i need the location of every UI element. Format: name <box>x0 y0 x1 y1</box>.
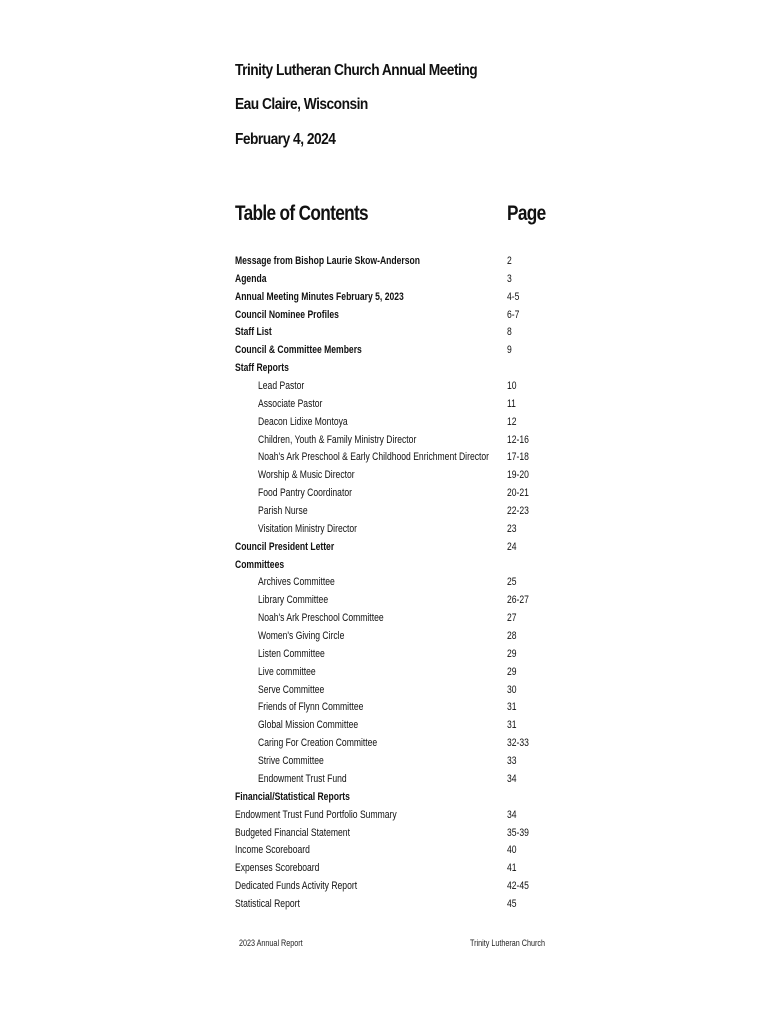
toc-entry <box>0 771 770 789</box>
toc-entry <box>0 664 770 682</box>
toc-entry-page: 27 <box>507 612 517 625</box>
toc-entry-page: 6-7 <box>507 308 520 321</box>
toc-entry-page: 41 <box>507 862 517 875</box>
toc-entry <box>0 503 770 521</box>
toc-entry-label: Committees <box>235 558 285 571</box>
meeting-title: Trinity Lutheran Church Annual Meeting <box>235 62 478 79</box>
toc-entry <box>0 324 770 342</box>
toc-entry-page: 8 <box>507 326 512 339</box>
footer-left: 2023 Annual Report <box>239 938 303 948</box>
toc-entry-label: Expenses Scoreboard <box>235 862 320 875</box>
toc-entry-page: 24 <box>507 540 517 553</box>
toc-entry <box>0 449 770 467</box>
toc-entry-page: 3 <box>507 272 512 285</box>
toc-entry-label: Women's Giving Circle <box>258 630 345 643</box>
toc-entry-label: Lead Pastor <box>258 380 305 393</box>
toc-entry <box>0 378 770 396</box>
toc-entry-label: Financial/Statistical Reports <box>235 790 350 803</box>
toc-entry-page: 32-33 <box>507 737 529 750</box>
toc-entry <box>0 432 770 450</box>
toc-entry <box>0 860 770 878</box>
toc-entry-label: Council & Committee Members <box>235 344 362 357</box>
toc-entry-page: 20-21 <box>507 487 529 500</box>
toc-entry-label: Endowment Trust Fund Portfolio Summary <box>235 808 397 821</box>
toc-entry-label: Staff List <box>235 326 272 339</box>
toc-entry <box>0 396 770 414</box>
footer-right: Trinity Lutheran Church <box>470 938 545 948</box>
meeting-date: February 4, 2024 <box>235 131 336 148</box>
toc-entry <box>0 485 770 503</box>
toc-entry-label: Deacon Lidixe Montoya <box>258 415 348 428</box>
toc-entry-label: Noah's Ark Preschool & Early Childhood Enrichment Director <box>258 451 490 464</box>
toc-entry-label: Serve Committee <box>258 683 325 696</box>
toc-entry-label: Live committee <box>258 665 316 678</box>
toc-entry <box>0 557 770 575</box>
toc-entry-label: Listen Committee <box>258 647 325 660</box>
toc-entry-label: Visitation Ministry Director <box>258 522 358 535</box>
toc-entry-page: 26-27 <box>507 594 529 607</box>
toc-entry-label: Global Mission Committee <box>258 719 359 732</box>
toc-entry-label: Budgeted Financial Statement <box>235 826 350 839</box>
toc-entry <box>0 735 770 753</box>
toc-entry <box>0 842 770 860</box>
toc-entry-page: 11 <box>507 397 516 410</box>
toc-entry-page: 10 <box>507 380 517 393</box>
toc-entry-label: Income Scoreboard <box>235 844 310 857</box>
toc-entry-label: Associate Pastor <box>258 397 323 410</box>
toc-entry <box>0 592 770 610</box>
toc-entry-page: 34 <box>507 772 517 785</box>
toc-entry-label: Caring For Creation Committee <box>258 737 378 750</box>
toc-entry-label: Statistical Report <box>235 897 300 910</box>
toc-entry <box>0 253 770 271</box>
toc-entry-page: 2 <box>507 255 512 267</box>
toc-entry-page: 28 <box>507 630 517 643</box>
toc-entry-label: Parish Nurse <box>258 505 308 518</box>
toc-entry-page: 12-16 <box>507 433 529 446</box>
toc-entry <box>0 699 770 717</box>
toc-entry-page: 29 <box>507 647 517 660</box>
toc-entry <box>0 789 770 807</box>
toc-entry-label: Worship & Music Director <box>258 469 355 482</box>
toc-entry <box>0 414 770 432</box>
toc-entry <box>0 574 770 592</box>
toc-entry-label: Library Committee <box>258 594 329 607</box>
toc-entry-page: 4-5 <box>507 290 520 303</box>
toc-entry <box>0 307 770 325</box>
toc-entry <box>0 467 770 485</box>
toc-entry-page: 25 <box>507 576 517 589</box>
toc-entry <box>0 342 770 360</box>
toc-entry-page: 34 <box>507 808 517 821</box>
toc-entry-label: Council President Letter <box>235 540 335 553</box>
toc-entry-page: 42-45 <box>507 880 529 893</box>
toc-entry-label: Children, Youth & Family Ministry Director <box>258 433 417 446</box>
toc-entry-label: Noah's Ark Preschool Committee <box>258 612 384 625</box>
toc-entry-page: 9 <box>507 344 512 357</box>
toc-entry-page: 12 <box>507 415 517 428</box>
toc-entry-label: Message from Bishop Laurie Skow-Anderson <box>235 255 420 267</box>
toc-entry-page: 29 <box>507 665 517 678</box>
toc-entry-page: 45 <box>507 897 517 910</box>
toc-entry-page: 19-20 <box>507 469 529 482</box>
toc-entry-page: 17-18 <box>507 451 529 464</box>
toc-entry-label: Friends of Flynn Committee <box>258 701 364 714</box>
toc-entry-label: Dedicated Funds Activity Report <box>235 880 358 893</box>
toc-entry-page: 30 <box>507 683 517 696</box>
toc-entry <box>0 646 770 664</box>
toc-entry-label: Annual Meeting Minutes February 5, 2023 <box>235 290 404 303</box>
toc-entry <box>0 878 770 896</box>
toc-entry-page: 33 <box>507 755 517 768</box>
toc-entry <box>0 717 770 735</box>
toc-entry <box>0 896 770 914</box>
toc-entry <box>0 610 770 628</box>
toc-entry-label: Archives Committee <box>258 576 335 589</box>
toc-entry <box>0 271 770 289</box>
toc-entry-label: Strive Committee <box>258 755 324 768</box>
toc-entry-label: Food Pantry Coordinator <box>258 487 352 500</box>
toc-entry-label: Council Nominee Profiles <box>235 308 339 321</box>
toc-entry-page: 35-39 <box>507 826 529 839</box>
toc-entry <box>0 539 770 557</box>
toc-entry <box>0 628 770 646</box>
toc-list <box>0 253 770 914</box>
toc-entry <box>0 682 770 700</box>
toc-entry-label: Endowment Trust Fund <box>258 772 347 785</box>
toc-entry <box>0 360 770 378</box>
toc-entry-label: Agenda <box>235 272 267 285</box>
toc-entry-page: 40 <box>507 844 517 857</box>
toc-entry-page: 31 <box>507 701 517 714</box>
toc-entry <box>0 753 770 771</box>
toc-entry <box>0 521 770 539</box>
toc-entry <box>0 807 770 825</box>
toc-entry-label: Staff Reports <box>235 362 289 375</box>
toc-entry-page: 22-23 <box>507 505 529 518</box>
toc-entry-page: 31 <box>507 719 517 732</box>
toc-entry-page: 23 <box>507 522 517 535</box>
toc-entry <box>0 289 770 307</box>
meeting-location: Eau Claire, Wisconsin <box>235 96 368 113</box>
toc-entry <box>0 825 770 843</box>
toc-page-heading: Page <box>507 202 546 225</box>
toc-heading: Table of Contents <box>235 202 368 225</box>
